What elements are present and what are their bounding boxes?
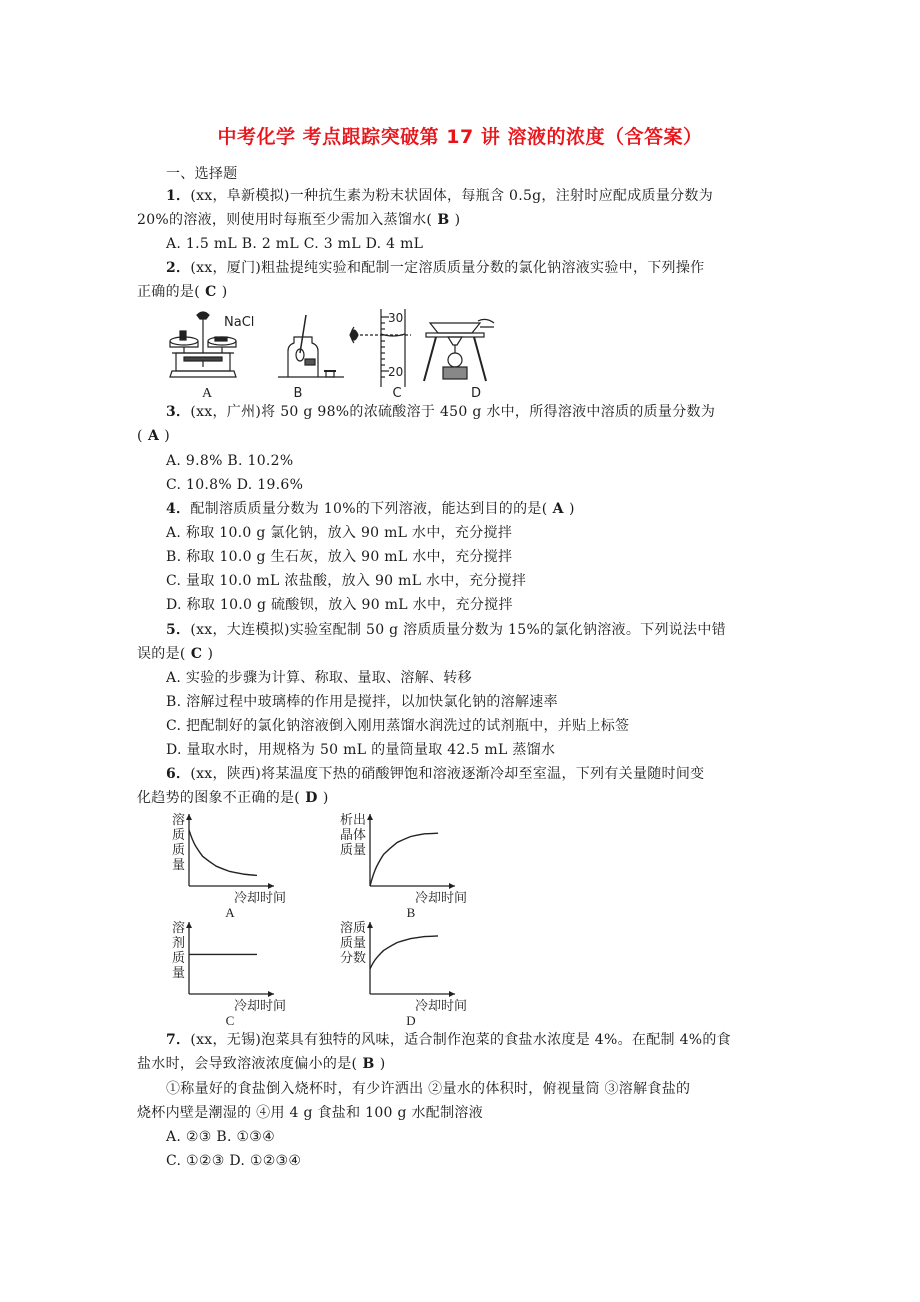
question-4-option-d: D. 称取 10.0 g 硫酸钡，放入 90 mL 水中，充分搅拌 <box>166 597 513 613</box>
question-text: 正确的是( <box>137 284 200 300</box>
answer: A <box>142 428 165 444</box>
question-7-statements-line-1: ①称量好的食盐倒入烧杯时，有少许洒出 ②量水的体积时，俯视量筒 ③溶解食盐的 <box>166 1081 691 1097</box>
question-7-options-ab: A. ②③ B. ①③④ <box>166 1129 276 1145</box>
question-text: ) <box>379 1056 386 1072</box>
question-6-line-1 <box>166 765 704 783</box>
y-axis-label-c: 量 <box>171 966 185 981</box>
y-axis-arrow-icon <box>186 814 192 820</box>
question-text: (xx，厦门)粗盐提纯实验和配制一定溶质质量分数的氯化钠溶液实验中，下列操作 <box>190 260 705 276</box>
answer: B <box>432 212 455 228</box>
y-axis-label-b: 晶体 <box>339 828 366 843</box>
question-5-option-a: A. 实验的步骤为计算、称取、量取、溶解、转移 <box>166 670 472 686</box>
answer: D <box>300 790 323 806</box>
question-number: 5． <box>166 622 191 638</box>
question-number: 2． <box>166 260 191 276</box>
data-line-a <box>189 830 257 876</box>
graph-label-a: A <box>225 905 235 920</box>
x-axis-label-d: 冷却时间 <box>414 999 467 1014</box>
question-text: (xx，大连模拟)实验室配制 50 g 溶质质量分数为 15%的氯化钠溶液。下列说法中错 <box>190 622 726 638</box>
question-text: 配制溶质质量分数为 10%的下列溶液，能达到目的的是( <box>190 501 548 517</box>
question-number: 4． <box>166 501 191 517</box>
question-text: ) <box>454 212 461 228</box>
section-heading: 一、选择题 <box>166 166 238 182</box>
question-2-line-2 <box>137 283 228 301</box>
y-axis-label-d: 质量 <box>339 936 366 951</box>
y-axis-label-a: 溶 <box>171 813 185 828</box>
evaporation-stand-icon <box>424 319 494 381</box>
x-axis-arrow-icon <box>449 991 455 997</box>
question-text: ) <box>322 790 329 806</box>
data-line-d <box>370 936 438 969</box>
question-5-line-2 <box>137 645 213 663</box>
question-text: ( <box>137 428 143 444</box>
question-3-options-ab: A. 9.8% B. 10.2% <box>166 453 294 469</box>
question-number: 7． <box>166 1032 191 1048</box>
question-number: 1． <box>166 188 191 204</box>
question-number: 6． <box>166 766 191 782</box>
y-axis-label-c: 质 <box>171 951 185 966</box>
question-text: ) <box>207 646 214 662</box>
question-5-option-c: C. 把配制好的氯化钠溶液倒入刚用蒸馏水润洗过的试剂瓶中，并贴上标签 <box>166 718 630 734</box>
y-axis-arrow-icon <box>367 814 373 820</box>
y-axis-label-c: 溶 <box>171 921 185 936</box>
question-4-option-a: A. 称取 10.0 g 氯化钠，放入 90 mL 水中，充分搅拌 <box>166 525 513 541</box>
reagent-bottle-icon <box>278 315 344 377</box>
question-text: (xx，无锡)泡菜具有独特的风味，适合制作泡菜的食盐水浓度是 4%。在配制 4%的食 <box>190 1032 731 1048</box>
figure-label-d: D <box>470 386 482 401</box>
question-text: 化趋势的图象不正确的是( <box>137 790 301 806</box>
question-text: 盐水时，会导致溶液浓度偏小的是( <box>137 1056 358 1072</box>
question-7-line-2 <box>137 1055 386 1073</box>
question-number: 3． <box>166 404 191 420</box>
question-3-line-1 <box>166 403 715 421</box>
figure-label-c: C <box>392 386 402 401</box>
question-text: ) <box>221 284 228 300</box>
x-axis-arrow-icon <box>449 883 455 889</box>
graph-label-d: D <box>406 1013 416 1028</box>
question-3-options-cd: C. 10.8% D. 19.6% <box>166 477 304 493</box>
y-axis-label-d: 溶质 <box>339 921 366 936</box>
x-axis-arrow-icon <box>268 991 274 997</box>
question-6-line-2 <box>137 789 329 807</box>
question-7-statements-line-2: 烧杯内壁是潮湿的 ④用 4 g 食盐和 100 g 水配制溶液 <box>137 1105 484 1121</box>
y-axis-arrow-icon <box>367 922 373 928</box>
y-axis-label-d: 分数 <box>339 951 366 966</box>
question-text: 误的是( <box>137 646 186 662</box>
question-4-option-b: B. 称取 10.0 g 生石灰，放入 90 mL 水中，充分搅拌 <box>166 549 513 565</box>
question-2-line-1 <box>166 259 704 277</box>
question-text: (xx，陕西)将某温度下热的硝酸钾饱和溶液逐渐冷却至室温，下列有关量随时间变 <box>190 766 705 782</box>
question-text: (xx，广州)将 50 g 98%的浓硫酸溶于 450 g 水中，所得溶液中溶质的质量分数为 <box>190 404 716 420</box>
question-text: ) <box>164 428 171 444</box>
question-5-option-d: D. 量取水时，用规格为 50 mL 的量筒量取 42.5 mL 蒸馏水 <box>166 742 556 758</box>
y-axis-label-a: 质 <box>171 828 185 843</box>
data-line-b <box>370 833 438 886</box>
q2-apparatus-figure <box>160 305 500 405</box>
question-5-line-1 <box>166 621 726 639</box>
y-axis-arrow-icon <box>186 922 192 928</box>
scale-mark-20: 20 <box>388 365 404 379</box>
y-axis-label-b: 析出 <box>339 813 366 828</box>
question-4-line-1 <box>166 500 575 518</box>
page-title: 中考化学 考点跟踪突破第 17 讲 溶液的浓度（含答案） <box>217 126 703 148</box>
q6-graphs <box>160 808 500 1030</box>
graph-label-b: B <box>406 905 416 920</box>
y-axis-label-c: 剂 <box>171 936 185 951</box>
question-7-line-1 <box>166 1031 731 1049</box>
question-1-options: A. 1.5 mL B. 2 mL C. 3 mL D. 4 mL <box>166 236 424 252</box>
answer: A <box>547 501 569 517</box>
scale-mark-30: 30 <box>388 311 404 325</box>
question-4-option-c: C. 量取 10.0 mL 浓盐酸，放入 90 mL 水中，充分搅拌 <box>166 573 527 589</box>
figure-label-b: B <box>293 386 303 401</box>
x-axis-label-b: 冷却时间 <box>414 891 467 906</box>
x-axis-label-c: 冷却时间 <box>233 999 286 1014</box>
answer: C <box>185 646 208 662</box>
nacl-label: NaCl <box>224 315 255 330</box>
figure-label-a: A <box>201 386 213 401</box>
graph-label-c: C <box>225 1013 235 1028</box>
question-7-options-cd: C. ①②③ D. ①②③④ <box>166 1153 302 1169</box>
answer: B <box>357 1056 380 1072</box>
y-axis-label-b: 质量 <box>339 843 366 858</box>
question-text: 20%的溶液，则使用时每瓶至少需加入蒸馏水( <box>137 212 433 228</box>
question-5-option-b: B. 溶解过程中玻璃棒的作用是搅拌，以加快氯化钠的溶解速率 <box>166 694 558 710</box>
x-axis-label-a: 冷却时间 <box>233 891 286 906</box>
question-text: ) <box>569 501 575 517</box>
answer: C <box>199 284 222 300</box>
question-1-line-1 <box>166 187 713 205</box>
question-1-line-2 <box>137 211 460 229</box>
y-axis-label-a: 量 <box>171 858 185 873</box>
x-axis-arrow-icon <box>268 883 274 889</box>
question-text: (xx，阜新模拟)一种抗生素为粉末状固体，每瓶含 0.5g，注射时应配成质量分数为 <box>190 188 714 204</box>
question-3-line-2 <box>137 427 170 445</box>
y-axis-label-a: 质 <box>171 843 185 858</box>
